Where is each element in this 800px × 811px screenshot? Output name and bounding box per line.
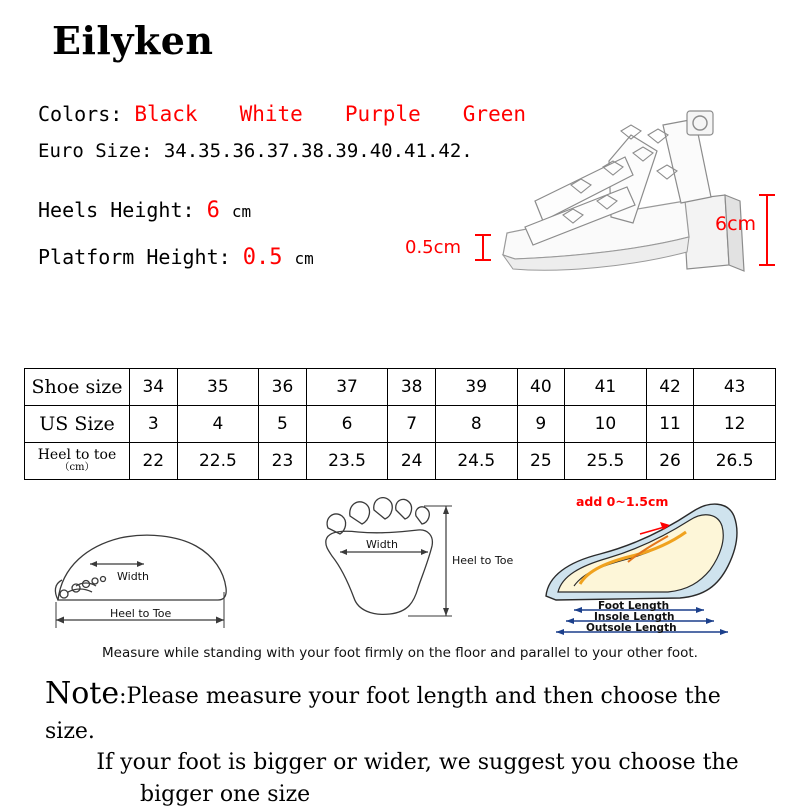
cell-heel-to-toe-7: 25 [517,443,565,480]
cell-us-size-9: 11 [646,406,694,443]
color-option-purple: Purple [344,102,421,126]
cell-us-size-1: 3 [130,406,178,443]
cell-us-size-3: 5 [259,406,307,443]
color-option-black: Black [134,102,198,126]
platform-height-unit: cm [294,249,314,268]
color-option-green: Green [462,102,526,126]
cell-heel-to-toe-3: 23 [259,443,307,480]
heels-height-label: Heels Height: [38,198,195,222]
cell-heel-to-toe-6: 24.5 [435,443,517,480]
table-row [25,369,776,406]
cell-shoe-size-36: 36 [259,369,307,406]
platform-height-label: Platform Height: [38,245,231,269]
cell-shoe-size-37: 37 [306,369,388,406]
table-row [25,406,776,443]
row-header-us-size: US Size [25,406,130,443]
sandal-illustration [395,105,795,305]
cell-heel-to-toe-1: 22 [130,443,178,480]
diagram-svg [28,488,772,640]
row-header-shoe-size: Shoe size [25,369,130,406]
note-line-3: bigger one size [140,782,311,808]
add-allowance-label: add 0~1.5cm [576,494,669,509]
middle-width-label: Width [366,538,398,551]
left-heel-to-toe-label: Heel to Toe [110,607,172,620]
cell-shoe-size-38: 38 [388,369,436,406]
cell-heel-to-toe-9: 26 [646,443,694,480]
cell-shoe-size-35: 35 [177,369,259,406]
cell-us-size-5: 7 [388,406,436,443]
size-table [24,368,776,480]
cell-shoe-size-41: 41 [565,369,647,406]
heels-height-unit: cm [231,202,252,221]
cell-heel-to-toe-5: 24 [388,443,436,480]
heels-height-value: 6 [206,198,220,223]
cell-shoe-size-43: 43 [694,369,776,406]
insole-length-label: Insole Length [594,611,675,623]
euro-size-values: 34.35.36.37.38.39.40.41.42. [163,140,473,162]
cell-heel-to-toe-4: 23.5 [306,443,388,480]
size-chart-table [24,368,776,480]
outsole-length-label: Outsole Length [586,622,677,634]
colors-label: Colors: [38,102,123,126]
brand-title: Eilyken [52,18,214,63]
cell-us-size-4: 6 [306,406,388,443]
cell-heel-to-toe-10: 26.5 [694,443,776,480]
note-block [45,672,760,811]
foot-length-label: Foot Length [598,600,670,612]
note-line-1: :Please measure your foot length and then choose the size. [45,684,721,744]
note-line-2: If your foot is bigger or wider, we suggest you choose the [96,750,739,776]
left-width-label: Width [117,570,149,583]
cell-shoe-size-39: 39 [435,369,517,406]
cell-us-size-7: 9 [517,406,565,443]
footprint-diagram [326,498,452,616]
product-image [395,105,795,305]
cell-heel-to-toe-2: 22.5 [177,443,259,480]
color-option-white: White [239,102,303,126]
platform-height-dimension-label: 0.5cm [405,237,462,258]
euro-size-label: Euro Size: [38,140,153,162]
heel-height-dimension-label: 6cm [715,213,757,235]
middle-heel-to-toe-label: Heel to Toe [452,554,514,567]
platform-height-value: 0.5 [242,245,283,270]
cell-us-size-8: 10 [565,406,647,443]
measurement-diagrams [28,488,772,638]
cell-shoe-size-34: 34 [130,369,178,406]
row-header-heel-to-toe-text: Heel to toe [37,447,117,464]
row-header-heel-to-toe-unit: （cm） [59,462,95,474]
cell-us-size-6: 8 [435,406,517,443]
measure-instruction: Measure while standing with your foot firmly on the floor and parallel to your other foot. [102,645,698,661]
table-row [25,443,776,480]
row-header-heel-to-toe [25,443,130,480]
note-title: Note [45,676,120,711]
cell-shoe-size-40: 40 [517,369,565,406]
cell-us-size-10: 12 [694,406,776,443]
cell-us-size-2: 4 [177,406,259,443]
cell-shoe-size-42: 42 [646,369,694,406]
cell-heel-to-toe-8: 25.5 [565,443,647,480]
